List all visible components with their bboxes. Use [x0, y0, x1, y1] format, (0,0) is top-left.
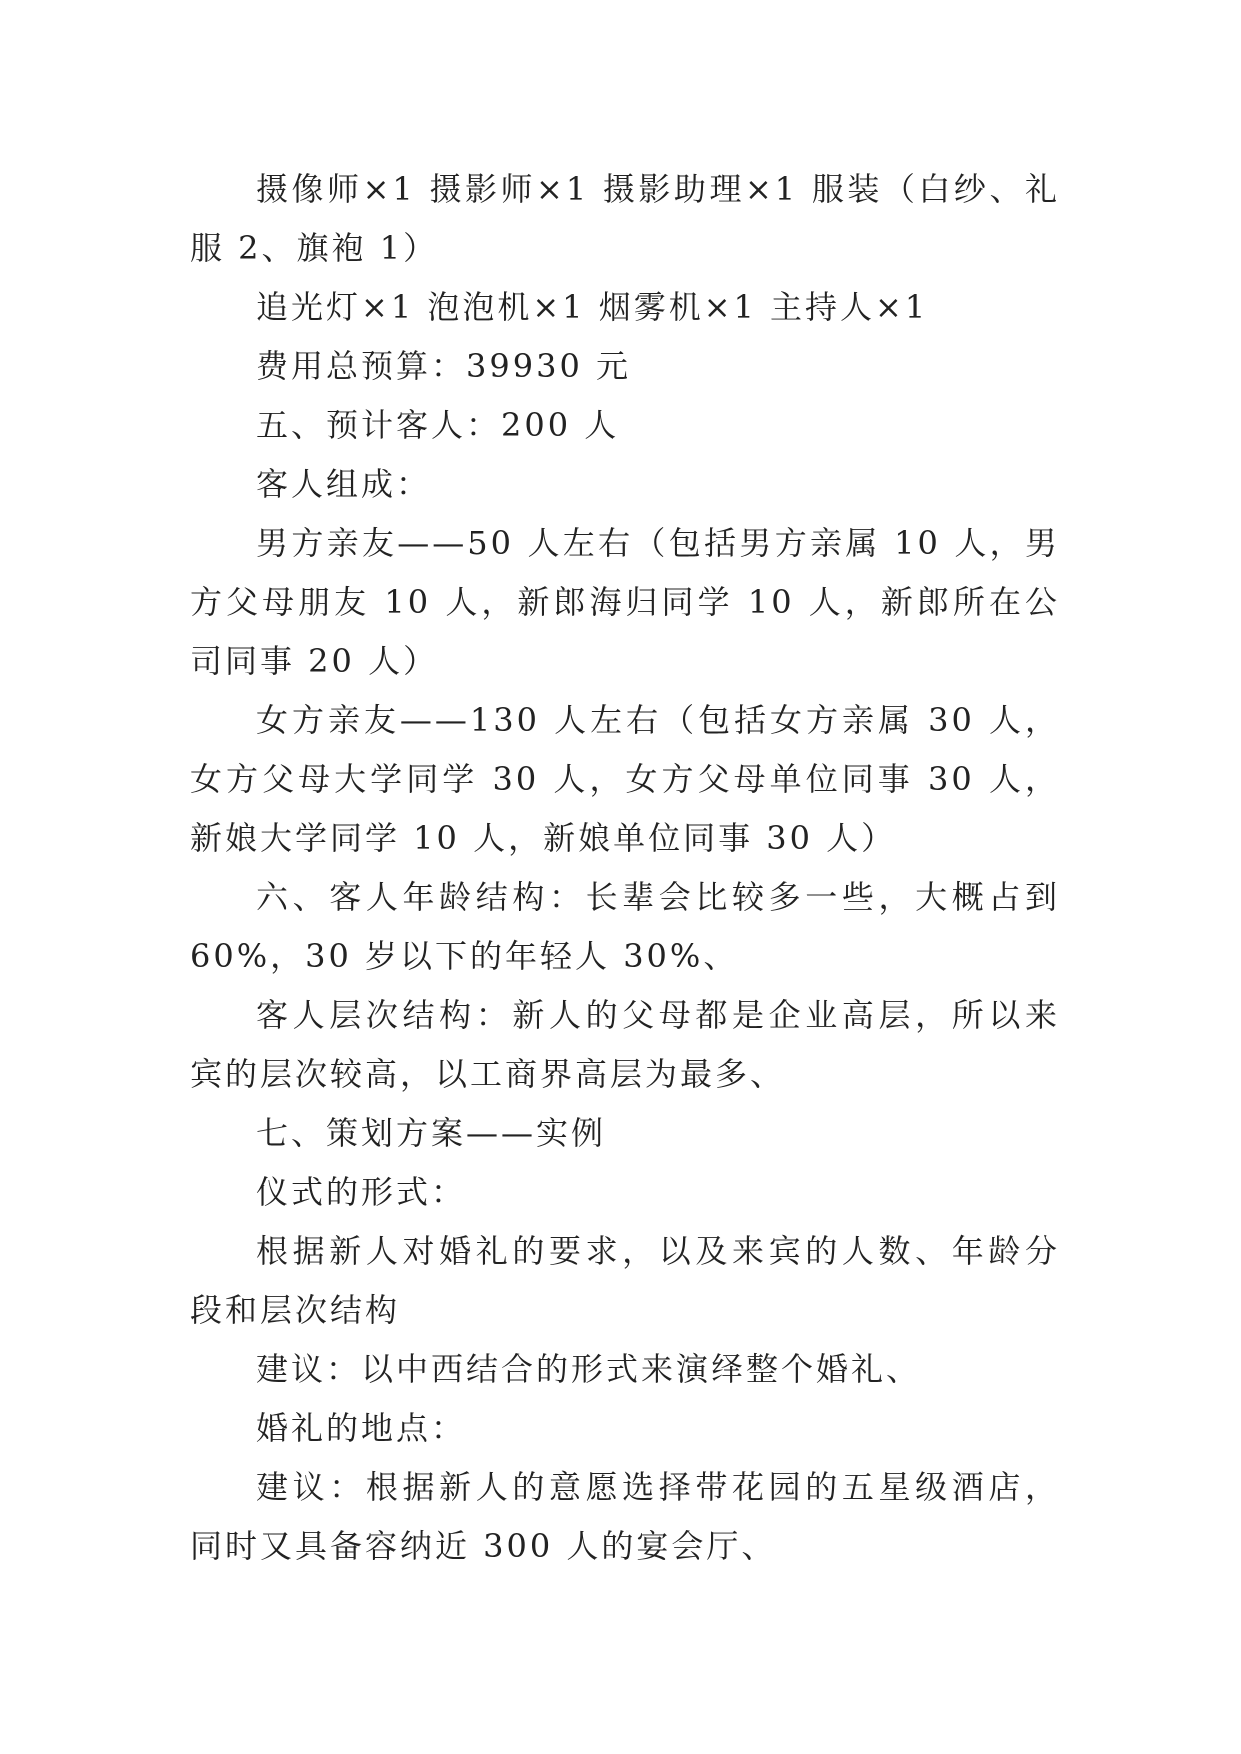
heading-ceremony-form: 仪式的形式：: [256, 1173, 467, 1211]
heading-venue: 婚礼的地点：: [256, 1409, 467, 1447]
paragraph-venue-suggestion: 建议：根据新人的意愿选择带花园的五星级酒店，同时又具备容纳近 300 人的宴会厅、: [190, 1468, 1060, 1565]
paragraph-total-budget: 费用总预算：39930 元: [256, 347, 631, 385]
paragraph-social-structure: 客人层次结构：新人的父母都是企业高层，所以来宾的层次较高，以工商界高层为最多、: [190, 996, 1060, 1093]
paragraph-ceremony-basis: 根据新人对婚礼的要求，以及来宾的人数、年龄分段和层次结构: [190, 1232, 1060, 1329]
heading-planning-example: 七、策划方案——实例: [256, 1114, 607, 1152]
paragraph-equipment-list: 追光灯×1 泡泡机×1 烟雾机×1 主持人×1: [256, 288, 929, 326]
paragraph-staff-list: 摄像师×1 摄影师×1 摄影助理×1 服装（白纱、礼服 2、旗袍 1）: [190, 170, 1060, 267]
paragraph-ceremony-suggestion: 建议：以中西结合的形式来演绎整个婚礼、: [256, 1350, 922, 1388]
paragraph-age-structure: 六、客人年龄结构：长辈会比较多一些，大概占到 60%，30 岁以下的年轻人 30%、: [190, 878, 1060, 975]
heading-expected-guests: 五、预计客人：200 人: [256, 406, 620, 444]
paragraph-groom-guests: 男方亲友——50 人左右（包括男方亲属 10 人，男方父母朋友 10 人，新郎海归同学 10 人，新郎所在公司同事 20 人）: [190, 524, 1060, 680]
document-body: [190, 160, 1060, 1576]
heading-guest-composition: 客人组成：: [256, 465, 432, 503]
paragraph-bride-guests: 女方亲友——130 人左右（包括女方亲属 30 人，女方父母大学同学 30 人，女方父母单位同事 30 人，新娘大学同学 10 人，新娘单位同事 30 人）: [190, 701, 1060, 857]
